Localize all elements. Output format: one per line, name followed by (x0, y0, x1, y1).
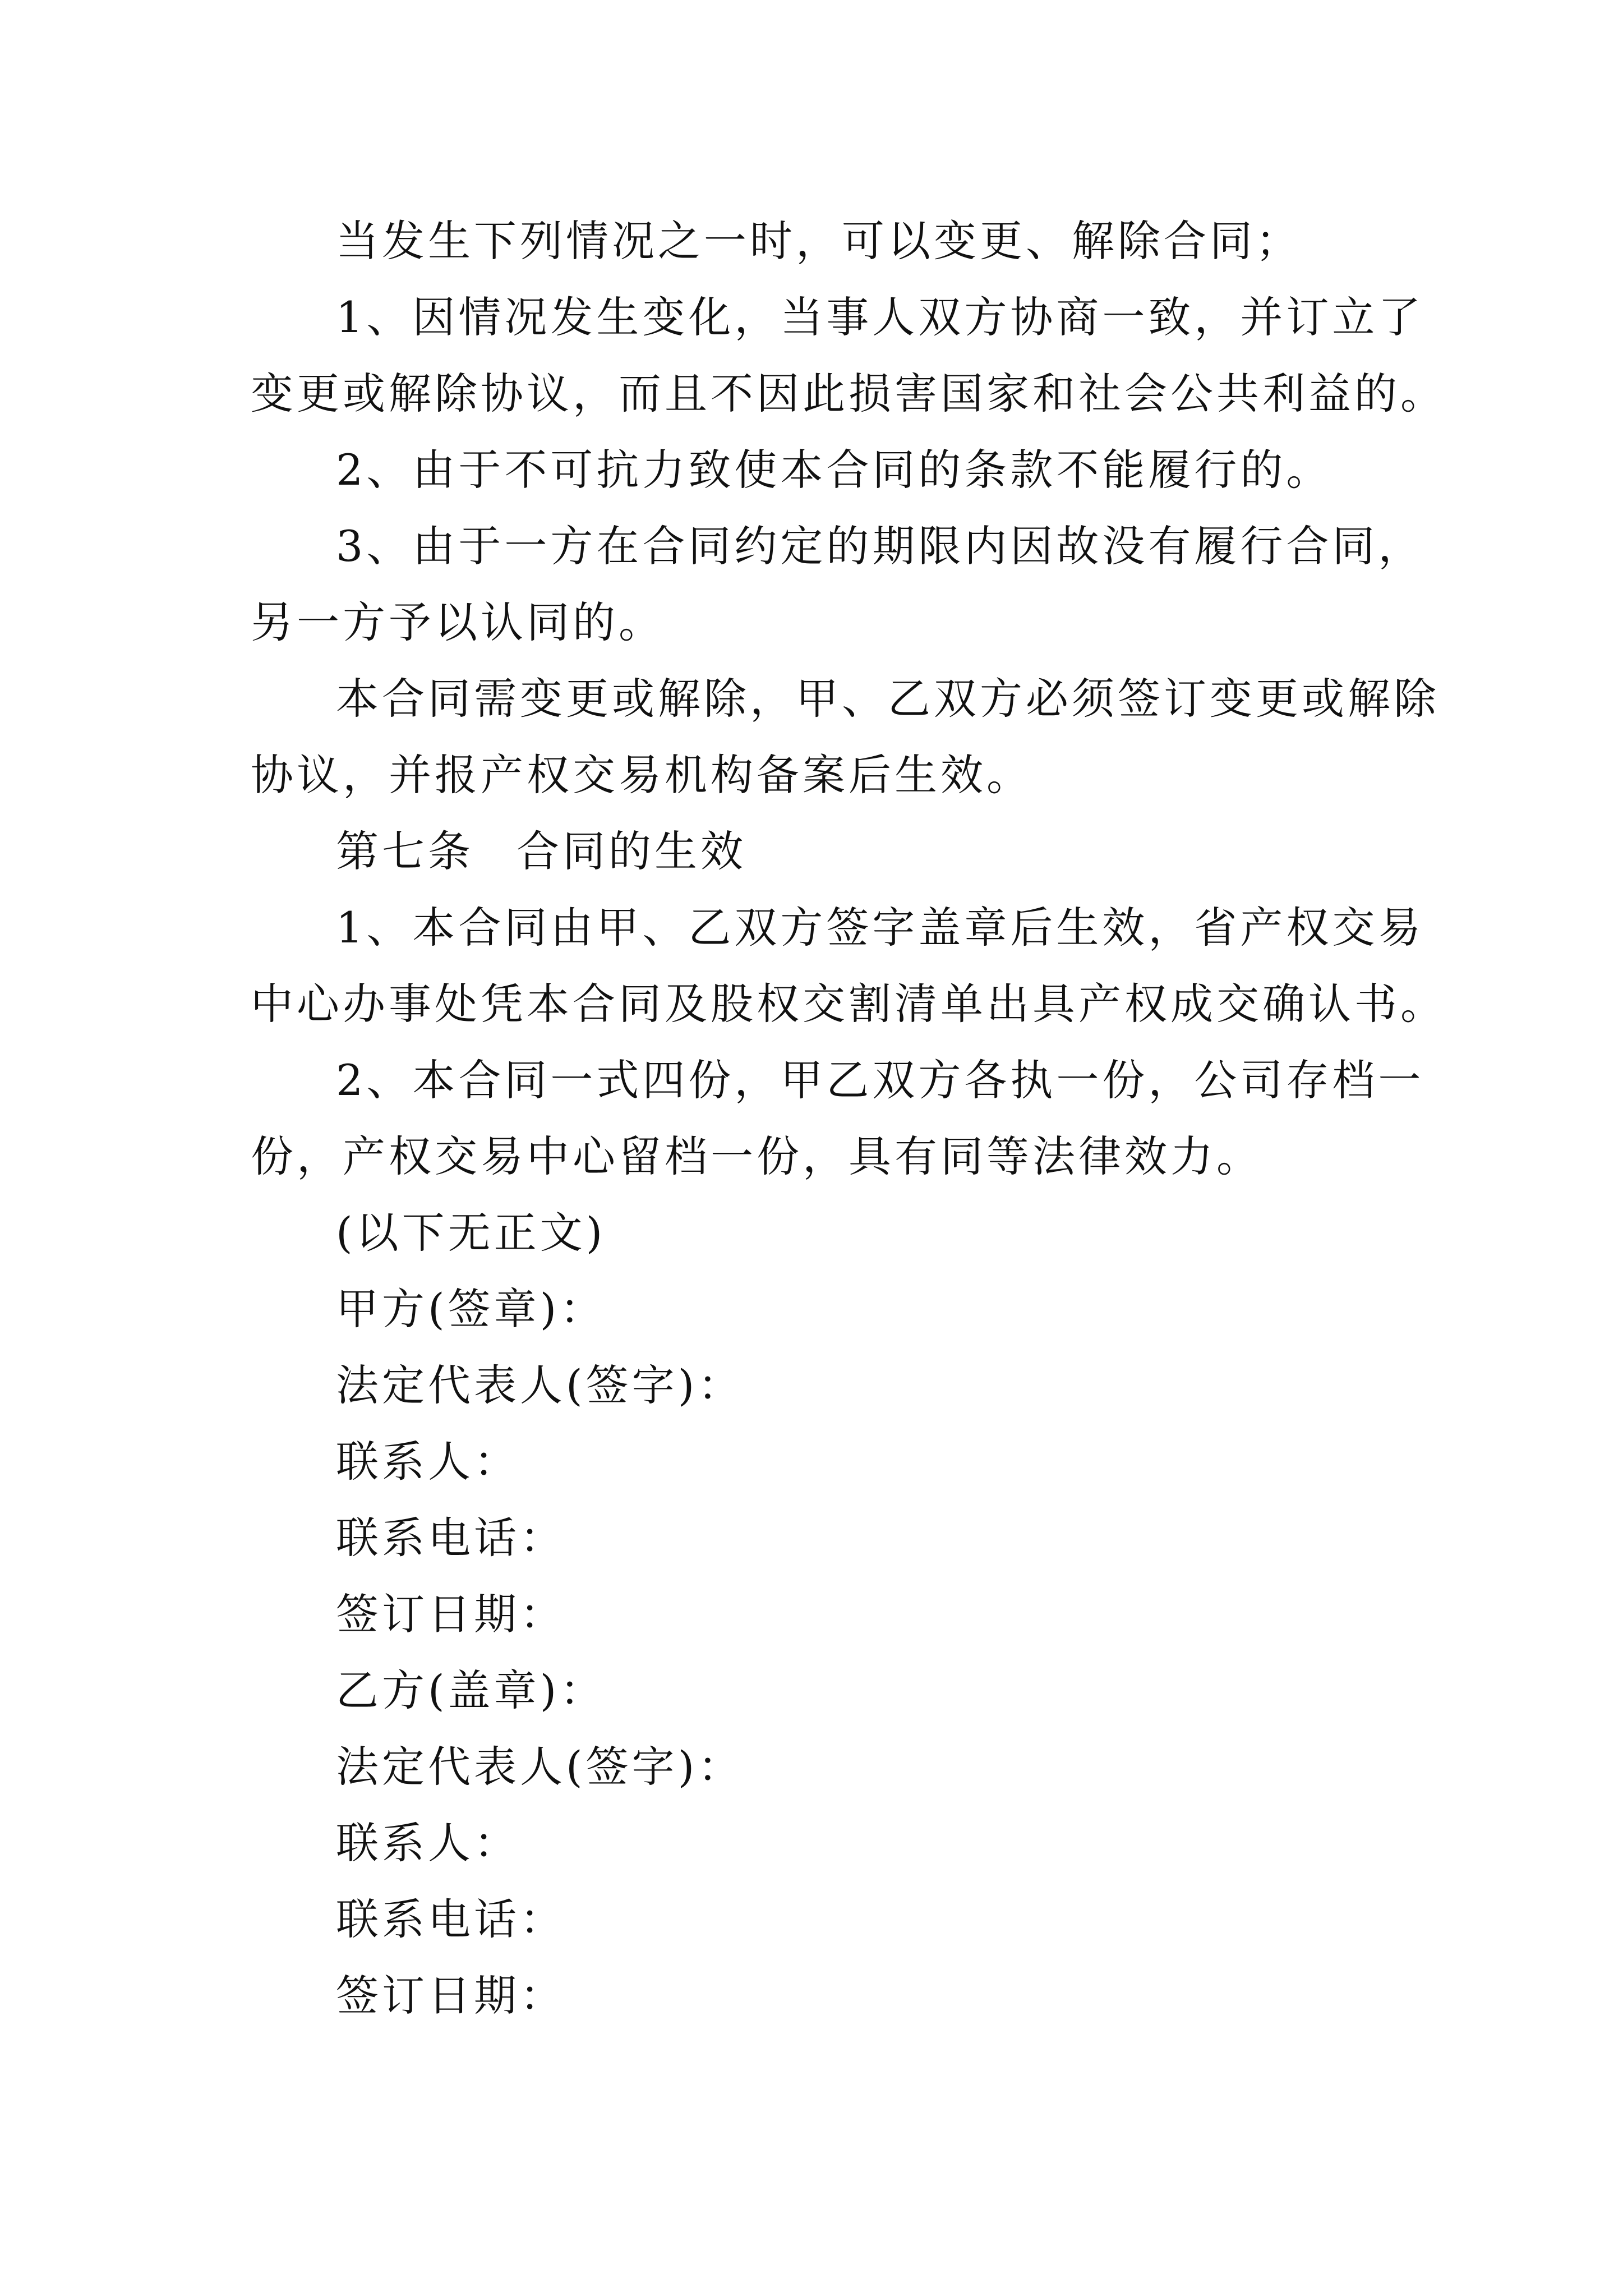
party-a-date-label: 签订日期： (336, 1589, 566, 1639)
party-b-legal-rep-label: 法定代表人(签字)： (336, 1742, 744, 1792)
article-number: 第七条 (336, 826, 474, 876)
document-body (251, 203, 1446, 2034)
paragraph-line: 1、因情况发生变化，当事人双方协商一致，并订立了 (336, 292, 1424, 342)
paragraph-line: 当发生下列情况之一时，可以变更、解除合同； (336, 216, 1302, 266)
party-a-phone-label: 联系电话： (336, 1513, 566, 1563)
article-title: 合同的生效 (517, 826, 746, 876)
paragraph-line: 2、由于不可抗力致使本合同的条款不能履行的。 (336, 445, 1332, 495)
party-a-legal-rep-label: 法定代表人(签字)： (336, 1360, 744, 1410)
party-a-seal-label: 甲方(签章)： (336, 1284, 606, 1334)
article-heading (251, 813, 1395, 890)
paragraph-line: 1、本合同由甲、乙双方签字盖章后生效，省产权交易 (336, 903, 1424, 953)
paragraph-line: 中心办事处凭本合同及股权交割清单出具产权成交确认书。 (251, 979, 1446, 1029)
paragraph-line: 另一方予以认同的。 (251, 597, 665, 647)
paragraph-line: 份，产权交易中心留档一份，具有同等法律效力。 (251, 1131, 1262, 1181)
paragraph-line: 3、由于一方在合同约定的期限内因故没有履行合同， (336, 521, 1424, 571)
paragraph-line: 变更或解除协议，而且不因此损害国家和社会公共利益的。 (251, 369, 1446, 418)
paragraph-line: 本合同需变更或解除，甲、乙双方必须签订变更或解除 (336, 674, 1440, 724)
paragraph-line: 2、本合同一式四份，甲乙双方各执一份，公司存档一 (336, 1055, 1424, 1105)
party-b-contact-label: 联系人： (336, 1818, 520, 1868)
paragraph-line: 协议，并报产权交易机构备案后生效。 (251, 750, 1032, 800)
no-further-text-note: (以下无正文) (336, 1208, 606, 1258)
party-b-date-label: 签订日期： (336, 1971, 566, 2021)
party-b-phone-label: 联系电话： (336, 1894, 566, 1944)
party-a-contact-label: 联系人： (336, 1437, 520, 1487)
party-b-seal-label: 乙方(盖章)： (336, 1665, 606, 1715)
